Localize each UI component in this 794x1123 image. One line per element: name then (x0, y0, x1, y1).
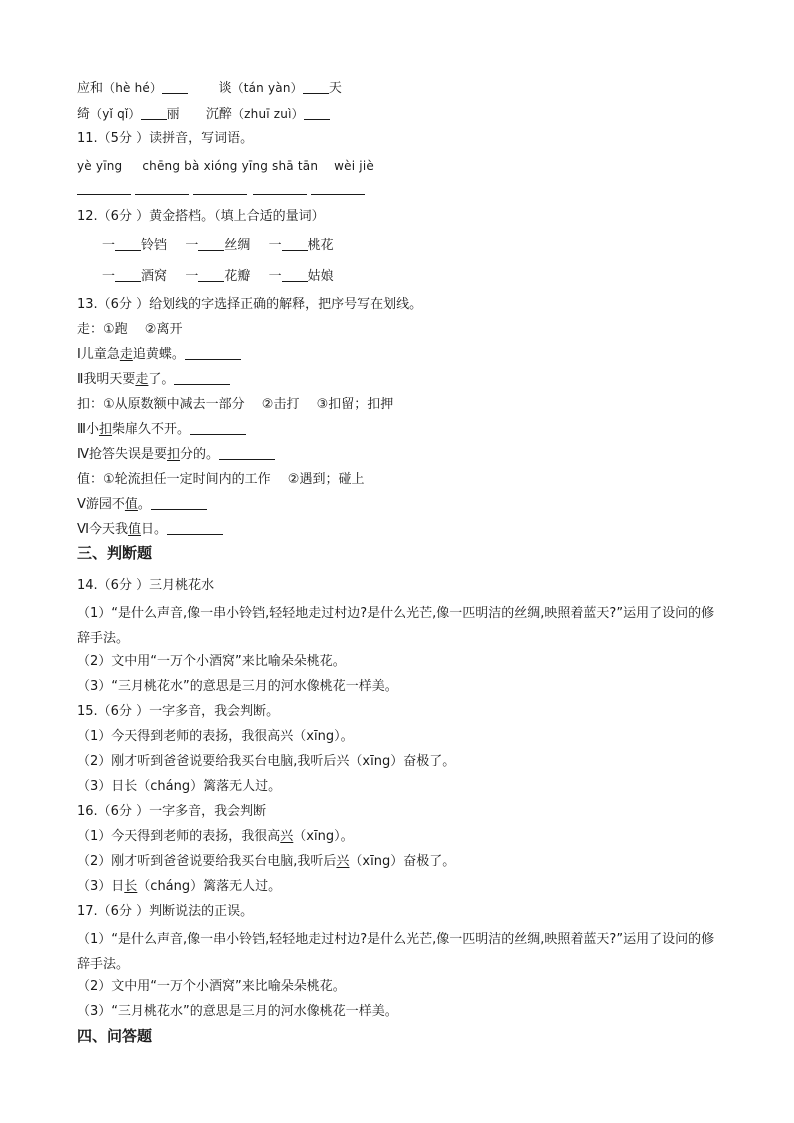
q13-sentence-5 (77, 495, 207, 515)
question-13-title: 13.（6分 ）给划线的字选择正确的解释，把序号写在划线。 (77, 297, 423, 312)
q13-sentence-2 (77, 370, 230, 390)
sentence-text: Ⅴ游园不 (77, 497, 125, 512)
noun: 姑娘 (307, 269, 334, 284)
sentence-text: Ⅳ抢答失误是要 (77, 447, 167, 462)
answer-blank[interactable] (167, 520, 223, 535)
word: 应和 (77, 81, 104, 96)
underlined-char: 扣 (98, 422, 112, 437)
q11-pinyin-row (77, 156, 374, 176)
sentence-text: 柴扉久不开。 (111, 422, 190, 437)
yi-char: 一 (102, 238, 116, 253)
yi-char: 一 (268, 238, 282, 253)
sentence-text: （1）今天得到老师的表扬，我很高 (77, 829, 281, 844)
sentence-text: Ⅲ小 (77, 422, 99, 437)
q16-item-1 (77, 827, 354, 847)
q13-sentence-4 (77, 445, 275, 465)
word: 谈 (218, 81, 232, 96)
answer-blank[interactable] (219, 445, 275, 460)
pinyin: （hè hé） (103, 81, 163, 95)
yi-char: 一 (102, 269, 116, 284)
q13-sentence-3 (77, 420, 246, 440)
section-3-heading: 三、判断题 (77, 544, 153, 562)
answer-blank[interactable] (115, 267, 141, 282)
question-17-title: 17.（6分 ）判断说法的正误。 (77, 904, 254, 919)
sentence-text: 分的。 (180, 447, 220, 462)
sentence-text: Ⅰ儿童急 (77, 347, 120, 362)
word: 丽 (166, 107, 180, 122)
q16-item-2 (77, 852, 455, 872)
kou-definitions: 扣：①从原数额中减去一部分 ②击打 ③扣留；扣押 (77, 397, 394, 412)
underlined-char: 兴 (336, 854, 350, 869)
q13-sentence-1 (77, 345, 241, 365)
noun: 丝绸 (224, 238, 251, 253)
section-4-heading: 四、问答题 (77, 1027, 153, 1045)
word: 绮 (77, 107, 91, 122)
q15-item-1: （1）今天得到老师的表扬，我很高兴（xīng）。 (77, 729, 354, 744)
sentence-text: （3）日 (77, 879, 125, 894)
answer-blank[interactable] (141, 105, 167, 120)
answer-blank[interactable] (115, 236, 141, 251)
answer-blank[interactable] (303, 79, 329, 94)
q12-row-2 (102, 267, 334, 287)
answer-blank[interactable] (311, 180, 365, 195)
pinyin-fill-row-1 (77, 78, 342, 99)
pinyin-item: wèi jiè (334, 159, 374, 173)
answer-blank[interactable] (174, 370, 230, 385)
underlined-char: 兴 (280, 829, 294, 844)
answer-blank[interactable] (253, 180, 307, 195)
question-14-title: 14.（6分 ）三月桃花水 (77, 578, 215, 593)
q15-item-2: （2）刚才听到爸爸说要给我买台电脑,我听后兴（xīng）奋极了。 (77, 754, 456, 769)
sentence-text: 追黄蝶。 (132, 347, 185, 362)
zhi-definitions: 值：①轮流担任一定时间内的工作 ②遇到；碰上 (77, 472, 365, 487)
yi-char: 一 (268, 269, 282, 284)
underlined-char: 值 (128, 522, 142, 537)
q11-answer-row (77, 180, 365, 200)
pinyin-item: yè yīng (77, 159, 123, 173)
q16-item-3 (77, 877, 281, 897)
pinyin: （zhuī zuì） (231, 107, 304, 121)
q14-item-3: （3）“三月桃花水”的意思是三月的河水像桃花一样美。 (77, 679, 398, 694)
sentence-text: 日。 (141, 522, 168, 537)
answer-blank[interactable] (282, 236, 308, 251)
pinyin: （tán yàn） (231, 81, 303, 95)
yi-char: 一 (185, 269, 199, 284)
answer-blank[interactable] (304, 105, 330, 120)
sentence-text: （2）刚才听到爸爸说要给我买台电脑,我听后 (77, 854, 337, 869)
answer-blank[interactable] (198, 267, 224, 282)
sentence-text: 。 (137, 497, 151, 512)
noun: 花瓣 (224, 269, 251, 284)
underlined-char: 走 (119, 347, 133, 362)
word: 沉醉 (205, 107, 232, 122)
question-12-title: 12.（6分 ）黄金搭档。（填上合适的量词） (77, 209, 325, 224)
answer-blank[interactable] (198, 236, 224, 251)
answer-blank[interactable] (135, 180, 189, 195)
q14-item-1: （1）“是什么声音,像一串小铃铛,轻轻地走过村边?是什么光芒,像一匹明洁的丝绸,映照着蓝天?”运用了设问的修辞手法。 (77, 606, 715, 646)
noun: 桃花 (307, 238, 334, 253)
underlined-char: 扣 (167, 447, 181, 462)
sentence-text: 了。 (148, 372, 175, 387)
zou-definitions: 走：①跑 ②离开 (77, 322, 183, 337)
yi-char: 一 (185, 238, 199, 253)
noun: 铃铛 (141, 238, 168, 253)
sentence-text: （xīng）。 (293, 829, 354, 844)
q14-item-2: （2）文中用“一万个小酒窝”来比喻朵朵桃花。 (77, 654, 346, 669)
q15-item-3: （3）日长（cháng）篱落无人过。 (77, 779, 282, 794)
q17-item-3: （3）“三月桃花水”的意思是三月的河水像桃花一样美。 (77, 1004, 398, 1019)
q13-sentence-6 (77, 520, 223, 540)
question-11-title: 11.（5分 ）读拼音，写词语。 (77, 131, 254, 146)
question-15-title: 15.（6分 ）一字多音，我会判断。 (77, 704, 280, 719)
answer-blank[interactable] (151, 495, 207, 510)
answer-blank[interactable] (162, 79, 188, 94)
sentence-text: （xīng）奋极了。 (349, 854, 456, 869)
underlined-char: 值 (124, 497, 138, 512)
q12-row-1 (102, 236, 334, 256)
answer-blank[interactable] (193, 180, 247, 195)
pinyin-fill-row-2 (77, 104, 330, 125)
q17-item-1: （1）“是什么声音,像一串小铃铛,轻轻地走过村边?是什么光芒,像一匹明洁的丝绸,映照着蓝天?”运用了设问的修辞手法。 (77, 932, 715, 972)
underlined-char: 走 (135, 372, 149, 387)
answer-blank[interactable] (77, 180, 131, 195)
sentence-text: Ⅵ今天我 (77, 522, 128, 537)
q17-item-2: （2）文中用“一万个小酒窝”来比喻朵朵桃花。 (77, 979, 346, 994)
sentence-text: Ⅱ我明天要 (77, 372, 136, 387)
pinyin-item: shā tān (272, 159, 319, 173)
word: 天 (328, 81, 342, 96)
answer-blank[interactable] (282, 267, 308, 282)
pinyin-item: chēng bà xióng yīng (142, 159, 269, 173)
underlined-char: 长 (124, 879, 138, 894)
noun: 酒窝 (141, 269, 168, 284)
pinyin: （yǐ qǐ） (90, 107, 141, 121)
answer-blank[interactable] (185, 345, 241, 360)
answer-blank[interactable] (190, 420, 246, 435)
sentence-text: （cháng）篱落无人过。 (137, 879, 282, 894)
question-16-title: 16.（6分 ）一字多音，我会判断 (77, 804, 267, 819)
